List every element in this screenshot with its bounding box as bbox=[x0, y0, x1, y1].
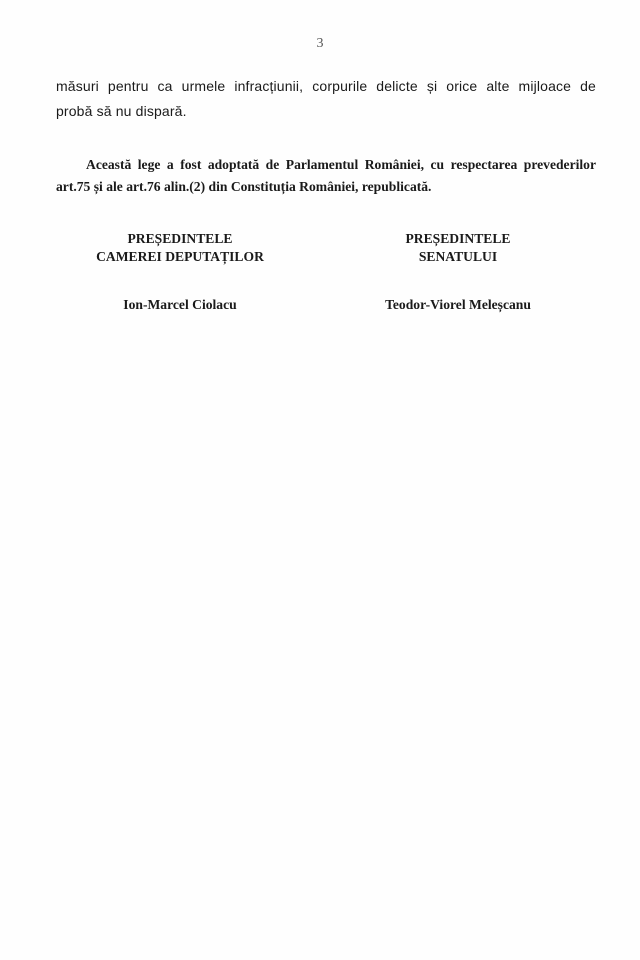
title-line: SENATULUI bbox=[418, 249, 498, 264]
left-signatory-title bbox=[80, 230, 280, 266]
paragraph-line: probă să nu dispară. bbox=[56, 103, 187, 119]
page-number: 3 bbox=[316, 36, 324, 51]
right-signatory-title bbox=[358, 230, 558, 266]
statement-line: art.75 și ale art.76 alin.(2) din Constituția României, republicată. bbox=[56, 179, 432, 194]
title-line: PREȘEDINTELE bbox=[405, 231, 511, 246]
paragraph-continuation bbox=[56, 74, 596, 124]
left-signatory-name: Ion-Marcel Ciolacu bbox=[123, 297, 237, 312]
right-signatory-name: Teodor-Viorel Meleșcanu bbox=[385, 297, 531, 312]
title-line: CAMEREI DEPUTAȚILOR bbox=[96, 249, 264, 264]
adoption-statement bbox=[56, 154, 596, 198]
paragraph-line: măsuri pentru ca urmele infracțiunii, corpurile delicte și orice alte mijloace de bbox=[56, 78, 596, 94]
statement-line: Această lege a fost adoptată de Parlamentul României, cu respectarea prevederilor bbox=[86, 157, 596, 172]
title-line: PREȘEDINTELE bbox=[127, 231, 233, 246]
